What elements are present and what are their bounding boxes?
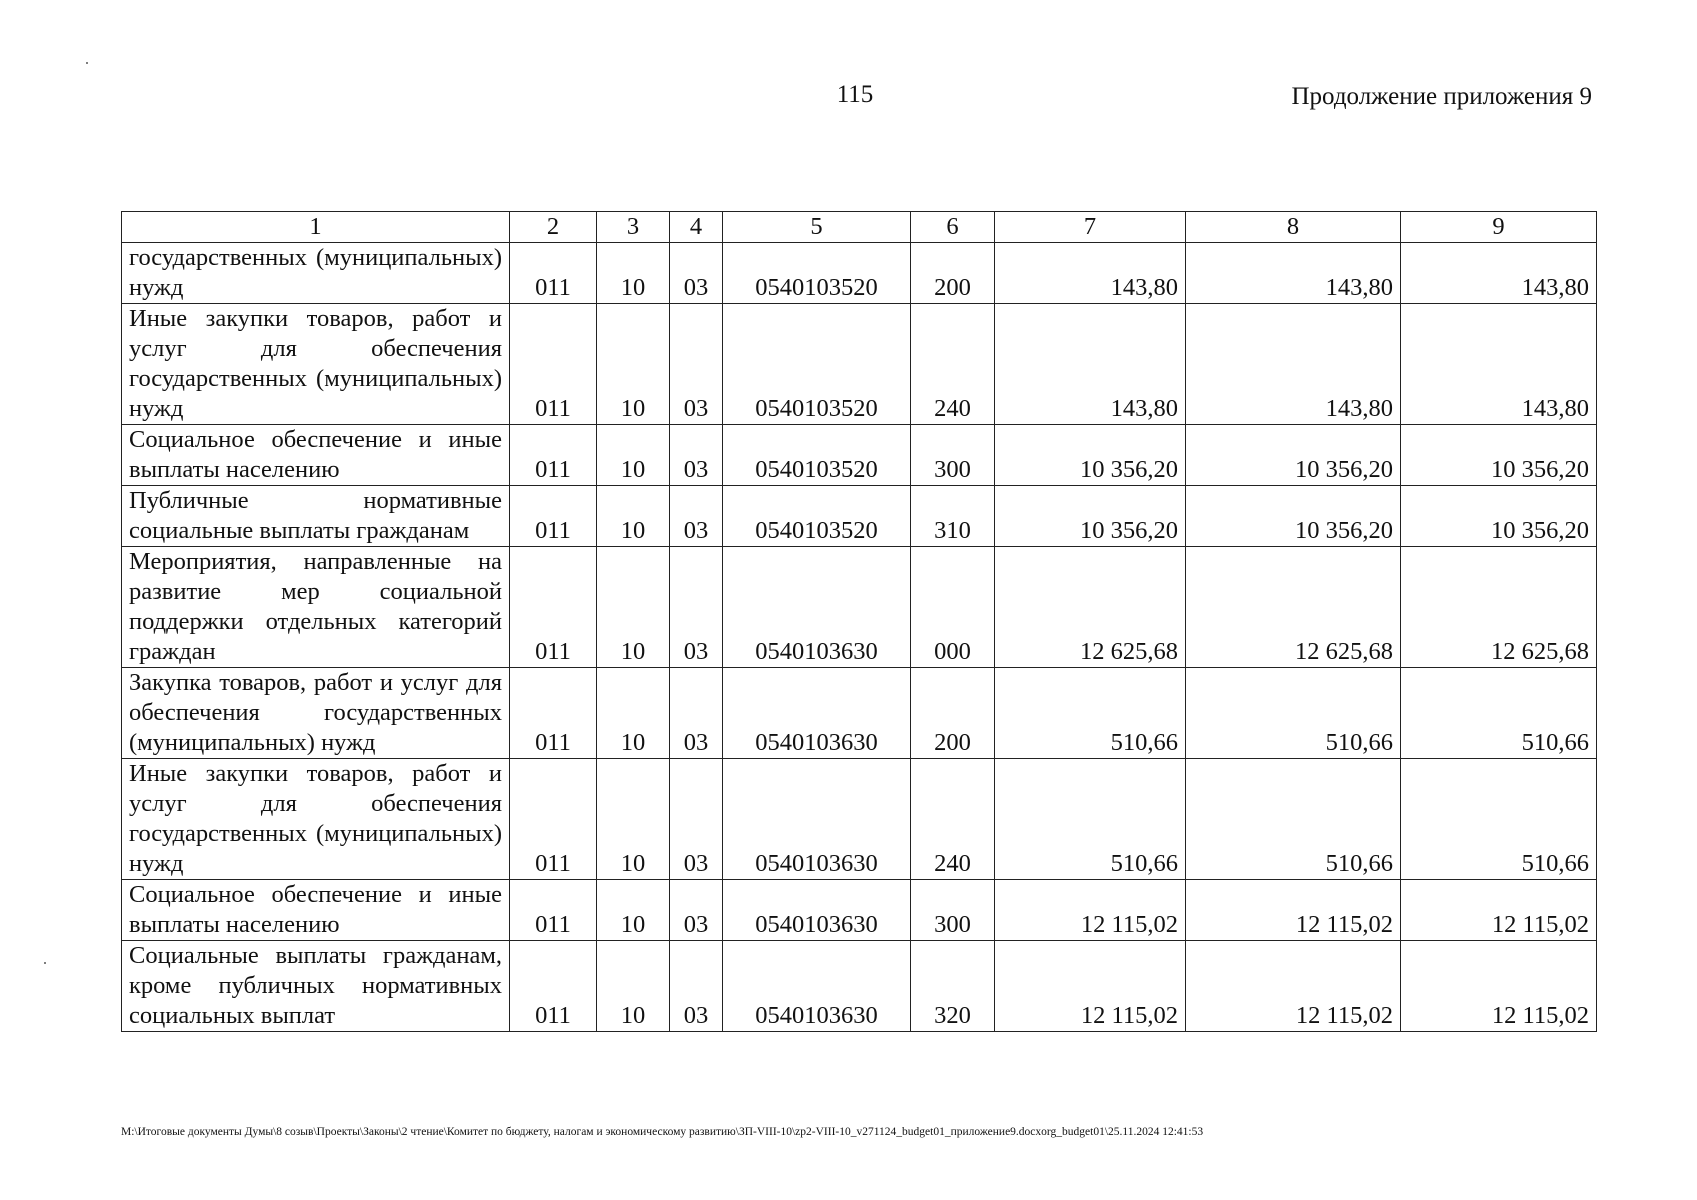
- amount-col8: 12 625,68: [1186, 547, 1401, 668]
- amount-col7: 510,66: [995, 668, 1186, 759]
- section-code: 10: [597, 243, 670, 304]
- amount-col9: 143,80: [1401, 304, 1597, 425]
- subsection-code: 03: [670, 880, 723, 941]
- expense-type-code: 310: [911, 486, 995, 547]
- continuation-heading: Продолжение приложения 9: [1291, 83, 1592, 110]
- row-description: государственных (муниципальных) нужд: [122, 243, 510, 304]
- table-row: [122, 941, 1597, 1032]
- budget-table: [121, 211, 1597, 1032]
- expense-type-code: 000: [911, 547, 995, 668]
- amount-col8: 510,66: [1186, 668, 1401, 759]
- row-description: Публичные нормативные социальные выплаты гражданам: [122, 486, 510, 547]
- scan-speck: [86, 62, 88, 64]
- column-number: 5: [723, 212, 911, 243]
- amount-col7: 143,80: [995, 243, 1186, 304]
- row-description: Закупка товаров, работ и услуг для обеспечения государственных (муниципальных) нужд: [122, 668, 510, 759]
- row-description: Иные закупки товаров, работ и услуг для обеспечения государственных (муниципальных) нужд: [122, 304, 510, 425]
- ministry-code: 011: [510, 668, 597, 759]
- row-description: Социальное обеспечение и иные выплаты населению: [122, 425, 510, 486]
- ministry-code: 011: [510, 486, 597, 547]
- amount-col7: 12 625,68: [995, 547, 1186, 668]
- column-number: 1: [122, 212, 510, 243]
- section-code: 10: [597, 759, 670, 880]
- target-article-code: 0540103630: [723, 941, 911, 1032]
- expense-type-code: 300: [911, 425, 995, 486]
- amount-col8: 10 356,20: [1186, 486, 1401, 547]
- amount-col9: 12 115,02: [1401, 941, 1597, 1032]
- amount-col9: 12 115,02: [1401, 880, 1597, 941]
- amount-col9: 10 356,20: [1401, 486, 1597, 547]
- expense-type-code: 240: [911, 304, 995, 425]
- row-description: Иные закупки товаров, работ и услуг для обеспечения государственных (муниципальных) нужд: [122, 759, 510, 880]
- table-row: [122, 547, 1597, 668]
- amount-col8: 10 356,20: [1186, 425, 1401, 486]
- target-article-code: 0540103520: [723, 425, 911, 486]
- amount-col7: 10 356,20: [995, 425, 1186, 486]
- ministry-code: 011: [510, 547, 597, 668]
- expense-type-code: 320: [911, 941, 995, 1032]
- subsection-code: 03: [670, 243, 723, 304]
- ministry-code: 011: [510, 425, 597, 486]
- row-description: Социальные выплаты гражданам, кроме публичных нормативных социальных выплат: [122, 941, 510, 1032]
- amount-col7: 12 115,02: [995, 880, 1186, 941]
- subsection-code: 03: [670, 425, 723, 486]
- target-article-code: 0540103630: [723, 547, 911, 668]
- expense-type-code: 200: [911, 243, 995, 304]
- column-number: 6: [911, 212, 995, 243]
- section-code: 10: [597, 486, 670, 547]
- section-code: 10: [597, 425, 670, 486]
- amount-col7: 510,66: [995, 759, 1186, 880]
- amount-col8: 143,80: [1186, 243, 1401, 304]
- subsection-code: 03: [670, 486, 723, 547]
- ministry-code: 011: [510, 880, 597, 941]
- section-code: 10: [597, 941, 670, 1032]
- amount-col7: 143,80: [995, 304, 1186, 425]
- ministry-code: 011: [510, 941, 597, 1032]
- table-row: [122, 668, 1597, 759]
- subsection-code: 03: [670, 759, 723, 880]
- table-row: [122, 243, 1597, 304]
- section-code: 10: [597, 304, 670, 425]
- ministry-code: 011: [510, 304, 597, 425]
- subsection-code: 03: [670, 668, 723, 759]
- target-article-code: 0540103630: [723, 880, 911, 941]
- section-code: 10: [597, 668, 670, 759]
- expense-type-code: 200: [911, 668, 995, 759]
- row-description: Социальное обеспечение и иные выплаты населению: [122, 880, 510, 941]
- column-number: 9: [1401, 212, 1597, 243]
- table-row: [122, 486, 1597, 547]
- subsection-code: 03: [670, 547, 723, 668]
- footer-file-path: M:\Итоговые документы Думы\8 созыв\Проекты\Законы\2 чтение\Комитет по бюджету, налогам и экономическому развитию\ЗП-VIII-10\zp2-VIII-10_v271124_budget01_приложение9.docxorg_budget01\25.11.2024 12:41:53: [121, 1126, 1204, 1138]
- amount-col8: 143,80: [1186, 304, 1401, 425]
- ministry-code: 011: [510, 759, 597, 880]
- expense-type-code: 240: [911, 759, 995, 880]
- target-article-code: 0540103520: [723, 243, 911, 304]
- page-number: 115: [836, 81, 874, 108]
- target-article-code: 0540103630: [723, 668, 911, 759]
- table-row: [122, 759, 1597, 880]
- column-number: 4: [670, 212, 723, 243]
- amount-col9: 10 356,20: [1401, 425, 1597, 486]
- expense-type-code: 300: [911, 880, 995, 941]
- subsection-code: 03: [670, 941, 723, 1032]
- amount-col8: 510,66: [1186, 759, 1401, 880]
- column-number: 3: [597, 212, 670, 243]
- subsection-code: 03: [670, 304, 723, 425]
- table-row: [122, 425, 1597, 486]
- column-number: 2: [510, 212, 597, 243]
- amount-col7: 12 115,02: [995, 941, 1186, 1032]
- target-article-code: 0540103630: [723, 759, 911, 880]
- column-number: 8: [1186, 212, 1401, 243]
- column-number: 7: [995, 212, 1186, 243]
- section-code: 10: [597, 547, 670, 668]
- amount-col8: 12 115,02: [1186, 880, 1401, 941]
- scan-speck: [44, 962, 46, 964]
- row-description: Мероприятия, направленные на развитие мер социальной поддержки отдельных категорий граждан: [122, 547, 510, 668]
- ministry-code: 011: [510, 243, 597, 304]
- target-article-code: 0540103520: [723, 304, 911, 425]
- amount-col9: 143,80: [1401, 243, 1597, 304]
- table-row: [122, 880, 1597, 941]
- target-article-code: 0540103520: [723, 486, 911, 547]
- amount-col9: 12 625,68: [1401, 547, 1597, 668]
- column-number-row: [122, 212, 1597, 243]
- amount-col9: 510,66: [1401, 759, 1597, 880]
- section-code: 10: [597, 880, 670, 941]
- amount-col8: 12 115,02: [1186, 941, 1401, 1032]
- amount-col9: 510,66: [1401, 668, 1597, 759]
- table-row: [122, 304, 1597, 425]
- amount-col7: 10 356,20: [995, 486, 1186, 547]
